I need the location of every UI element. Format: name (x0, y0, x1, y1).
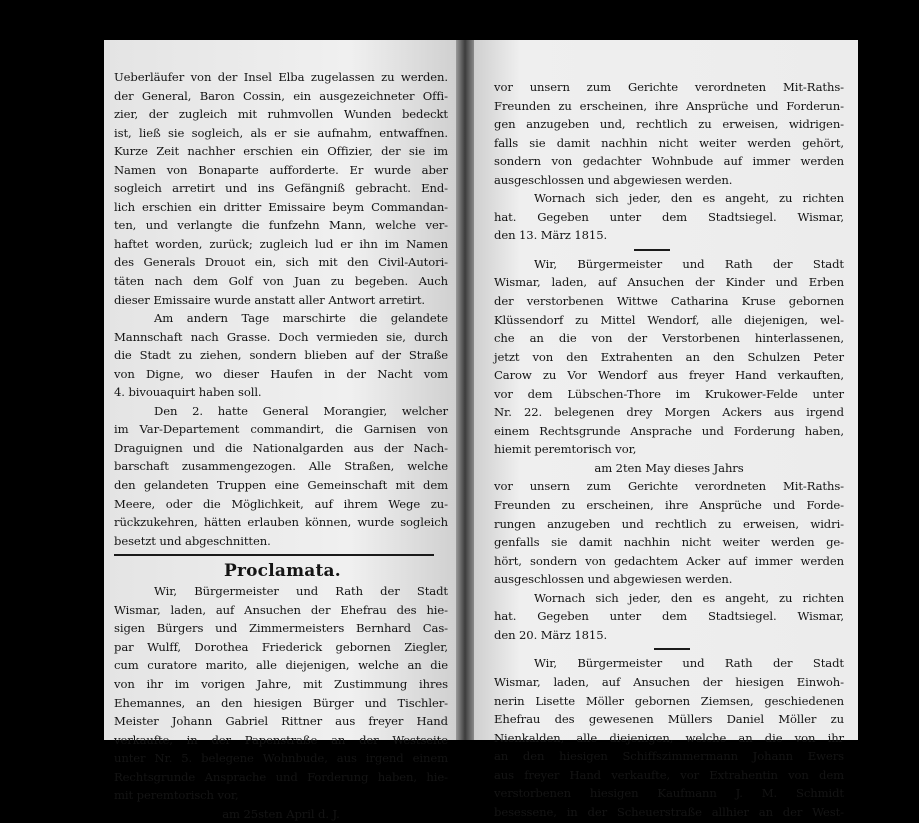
text-line: besetzt und abgeschnitten. (114, 533, 271, 548)
text-line: par Wulff, Dorothea Friederick gebornen Ziegler, (114, 639, 448, 654)
text-line: cum curatore marito, alle diejenigen, welche an die (114, 658, 448, 673)
text-line: Ehemannes, an den hiesigen Bürger und Tischler- (114, 695, 448, 710)
text-line: besessene, in der Scheuerstraße allhier an der West- (494, 804, 844, 819)
text-line: mit peremtorisch vor, (114, 788, 239, 803)
text-line: hiemit peremtorisch vor, (494, 442, 637, 457)
text-line: Kurze Zeit nachher erschien ein Offizier, der sie im (114, 144, 448, 159)
text-line: verstorbenen hiesigen Kaufmann J. M. Schmidt (494, 786, 844, 801)
text-line: von ihr im vorigen Jahre, mit Zustimmung ihres (114, 676, 448, 691)
text-line: ist, ließ sie sogleich, als er sie aufnahm, entwaffnen. (114, 125, 448, 140)
text-line: genfalls sie damit nachhin nicht weiter werden ge- (494, 535, 844, 550)
text-line: Wir, Bürgermeister und Rath der Stadt (534, 256, 844, 271)
text-line: Wismar, laden, auf Ansuchen der hiesigen Einwoh- (494, 674, 844, 689)
text-line: Meere, oder die Möglichkeit, auf ihrem Wege zu- (114, 496, 448, 511)
text-line: der verstorbenen Wittwe Catharina Kruse gebornen (494, 294, 844, 309)
text-line: einem Rechtsgrunde Ansprache und Forderung haben, (494, 423, 844, 438)
text-line: barschaft zusammengezogen. Alle Straßen, welche (114, 459, 448, 474)
text-line: hört, sondern von gedachtem Acker auf immer werden (494, 553, 844, 568)
text-line: Freunden zu erscheinen, ihre Ansprüche und Forderun- (494, 98, 844, 113)
text-line: Nr. 22. belegenen drey Morgen Ackers aus irgend (494, 405, 844, 420)
summons-date: am 2ten May dieses Jahrs (594, 460, 744, 475)
text-line: 4. bivouaquirt haben soll. (114, 385, 262, 400)
text-line: rückzukehren, hätten erlauben können, wurde sogleich (114, 515, 448, 530)
text-line: Meister Johann Gabriel Rittner aus freyer Hand (114, 714, 448, 729)
text-line: hat. Gegeben unter dem Stadtsiegel. Wismar, (494, 609, 844, 624)
text-line: Wir, Bürgermeister und Rath der Stadt (154, 584, 448, 599)
text-line: aus freyer Hand verkaufte, vor Extrahentin von dem (494, 767, 844, 782)
text-line: che an die von der Verstorbenen hinterlassenen, (494, 331, 844, 346)
text-line: Den 2. hatte General Morangier, welcher (154, 403, 448, 418)
text-line: Ueberläufer von der Insel Elba zugelassen zu werden. (114, 70, 448, 84)
section-heading: Proclamata. (224, 561, 341, 582)
text-line: vor unsern zum Gerichte verordneten Mit-Raths- (494, 80, 844, 94)
text-line: sogleich arretirt und ins Gefängniß gebracht. End- (114, 181, 448, 196)
text-line: ausgeschlossen und abgewiesen werden. (494, 572, 733, 587)
text-line: sondern von gedachter Wohnbude auf immer werden (494, 154, 844, 169)
text-line: Carow zu Vor Wendorf aus freyer Hand verkauften, (494, 368, 844, 383)
text-line: Draguignen und die Nationalgarden aus der Nach- (114, 440, 448, 455)
text-line: ten, und verlangte die funfzehn Mann, welche ver- (114, 218, 448, 233)
closing-formula-2 (494, 589, 844, 645)
text-line: der General, Baron Cossin, ein ausgezeichneter Offi- (114, 88, 448, 103)
text-line: verkaufte, in der Papenstraße an der Westseite (114, 732, 448, 747)
text-line: vor dem Lübschen-Thore im Krukower-Felde unter (494, 386, 844, 401)
text-line: Freunden zu erscheinen, ihre Ansprüche und Forde- (494, 498, 844, 513)
text-line: Rechtsgrunde Ansprache und Forderung haben, hie- (114, 769, 448, 784)
text-line: sigen Bürgers und Zimmermeisters Bernhard Cas- (114, 621, 448, 636)
text-line: den gelandeten Truppen eine Gemeinschaft mit dem (114, 478, 448, 493)
paragraph-grasse-march (114, 309, 448, 402)
text-line: nerin Lisette Möller gebornen Ziemsen, geschiedenen (494, 693, 844, 708)
text-line: Ehefrau des gewesenen Müllers Daniel Möller zu (494, 712, 844, 727)
right-page-text (494, 78, 844, 821)
paragraph-elba-report (114, 68, 448, 309)
section-divider (494, 644, 844, 654)
book-gutter (456, 40, 474, 740)
text-line: täten nach dem Golf von Juan zu begeben. Auch (114, 274, 448, 289)
right-page (474, 40, 858, 819)
text-line: Wornach sich jeder, den es angeht, zu richten (534, 590, 844, 605)
text-line: Wismar, laden, auf Ansuchen der Ehefrau des hie- (114, 602, 448, 617)
text-line: unter Nr. 5. belegene Wohnbude, aus irgend einem (114, 751, 448, 766)
text-line: Wismar, laden, auf Ansuchen der Kinder und Erben (494, 275, 844, 290)
text-line: dieser Emissaire wurde anstatt aller Antwort arretirt. (114, 292, 426, 307)
closing-formula-1 (494, 189, 844, 245)
paragraph-morangier (114, 402, 448, 550)
text-line: ausgeschlossen und abgewiesen werden. (494, 172, 733, 187)
paragraph-wulff-continued (494, 78, 844, 189)
text-line: Mannschaft nach Grasse. Doch vermieden sie, durch (114, 329, 448, 344)
paragraph-kruse-proclamation (494, 255, 844, 589)
text-line: jetzt von den Extrahenten an den Schulzen Peter (494, 349, 844, 364)
text-line: des Generals Drouot ein, sich mit den Civil-Autori- (114, 255, 448, 270)
text-line: Wornach sich jeder, den es angeht, zu richten (534, 191, 844, 206)
section-divider (494, 245, 844, 255)
text-line: die Stadt zu ziehen, sondern blieben auf der Straße (114, 348, 448, 363)
text-line: den 20. März 1815. (494, 627, 608, 642)
section-divider (114, 550, 448, 560)
text-line: Klüssendorf zu Mittel Wendorf, alle diejenigen, wel- (494, 312, 844, 327)
text-line: Am andern Tage marschirte die gelandete (154, 311, 448, 326)
paragraph-moeller-proclamation (494, 654, 844, 821)
text-line: vor unsern zum Gerichte verordneten Mit-Raths- (494, 479, 844, 494)
text-line: Wir, Bürgermeister und Rath der Stadt (534, 656, 844, 671)
text-line: Namen von Bonaparte aufforderte. Er wurde aber (114, 162, 448, 177)
left-page-text (114, 68, 448, 823)
text-line: den 13. März 1815. (494, 228, 608, 243)
text-line: lich erschien ein dritter Emissaire beym Commandan- (114, 199, 448, 214)
text-line: falls sie damit nachhin nicht weiter werden gehört, (494, 135, 844, 150)
text-line: im Var-Departement commandirt, die Garnisen von (114, 422, 448, 437)
summons-date: am 25sten April d. J. (222, 806, 340, 821)
text-line: hat. Gegeben unter dem Stadtsiegel. Wismar, (494, 209, 844, 224)
text-line: zier, der zugleich mit ruhmvollen Wunden bedeckt (114, 107, 448, 122)
text-line: rungen anzugeben und rechtlich zu erweisen, widri- (494, 516, 844, 531)
left-page (104, 40, 456, 821)
text-line: an den hiesigen Schiffszimmermann Johann Ewers (494, 749, 844, 764)
paragraph-wulff-proclamation (114, 582, 448, 823)
text-line: gen anzugeben und, rechtlich zu erweisen, widrigen- (494, 117, 844, 132)
text-line: Nienkalden, alle diejenigen, welche an die von ihr (494, 730, 844, 745)
text-line: von Digne, wo dieser Haufen in der Nacht vom (114, 366, 448, 381)
text-line: haftet worden, zurück; zugleich lud er ihn im Namen (114, 236, 448, 251)
